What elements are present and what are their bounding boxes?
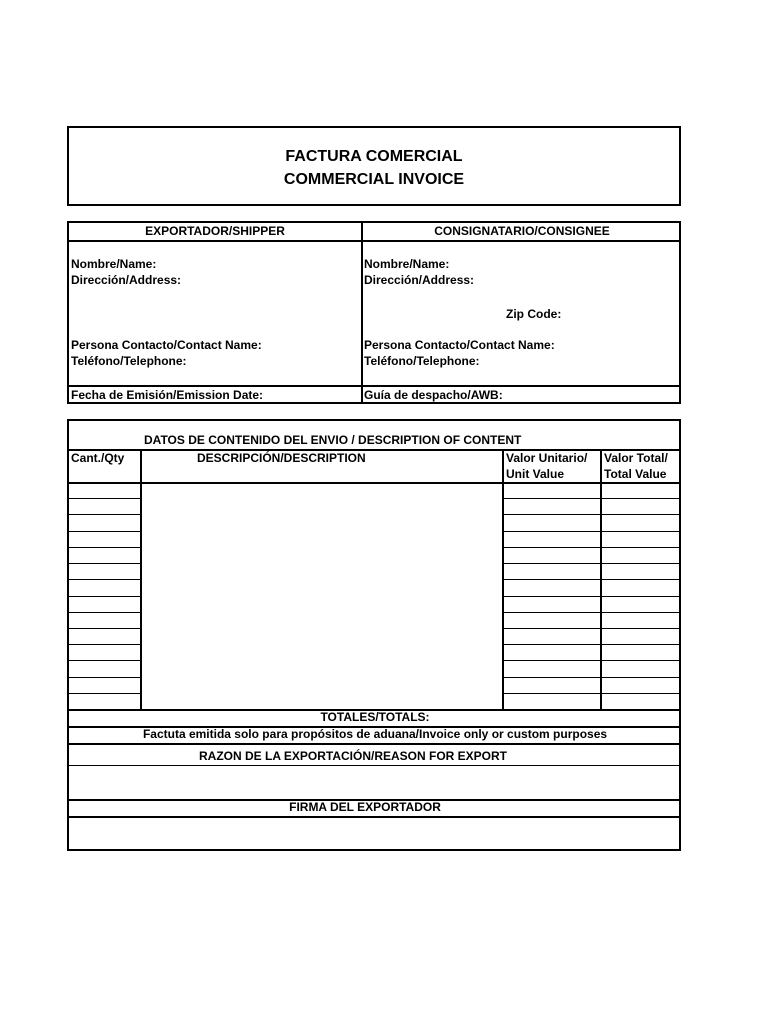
qty-cell-line [69,514,140,515]
total-value-cell-line [600,531,681,532]
consignee-address-label: Dirección/Address: [364,273,475,287]
shipper-address-label: Dirección/Address: [71,273,182,287]
unit-value-header-line2: Unit Value [506,467,565,481]
customs-note-line [69,743,681,745]
qty-column-header: Cant./Qty [71,451,125,465]
qty-column-divider [140,449,142,709]
qty-cell-line [69,498,140,499]
shipper-name-label: Nombre/Name: [71,257,157,271]
shipper-phone-label: Teléfono/Telephone: [71,354,187,368]
qty-cell-line [69,531,140,532]
parties-footer-line [69,385,681,387]
qty-cell-line [69,693,140,694]
unit-value-cell-line [502,498,600,499]
unit-value-header-line1: Valor Unitario/ [506,451,588,465]
qty-cell-line [69,628,140,629]
unit-value-cell-line [502,628,600,629]
total-value-cell-line [600,612,681,613]
unit-value-cell-line [502,514,600,515]
content-title-line [69,449,681,451]
parties-divider [361,223,363,404]
awb-label: Guía de despacho/AWB: [364,388,503,402]
title-box [67,126,681,206]
unit-value-cell-line [502,644,600,645]
total-value-header-line2: Total Value [604,467,667,481]
qty-cell-line [69,579,140,580]
reason-for-export-label: RAZON DE LA EXPORTACIÓN/REASON FOR EXPORT [199,749,508,763]
consignee-contact-label: Persona Contacto/Contact Name: [364,338,555,352]
unit-value-cell-line [502,612,600,613]
total-value-cell-line [600,596,681,597]
total-value-cell-line [600,547,681,548]
signature-heading-line [69,816,681,818]
unit-value-cell-line [502,563,600,564]
emission-date-label: Fecha de Emisión/Emission Date: [71,388,264,402]
customs-note: Factuta emitida solo para propósitos de aduana/Invoice only or custom purposes [142,727,608,741]
unit-value-cell-line [502,531,600,532]
qty-cell-line [69,677,140,678]
total-value-cell-line [600,660,681,661]
column-header-line [69,482,681,484]
totals-label: TOTALES/TOTALS: [320,710,430,724]
qty-cell-line [69,612,140,613]
shipper-contact-label: Persona Contacto/Contact Name: [71,338,262,352]
qty-cell-line [69,547,140,548]
total-value-cell-line [600,628,681,629]
title-english: COMMERCIAL INVOICE [283,171,465,188]
unit-value-cell-line [502,660,600,661]
total-value-cell-line [600,644,681,645]
qty-cell-line [69,563,140,564]
unit-value-cell-line [502,596,600,597]
unit-value-cell-line [502,579,600,580]
reason-heading-line [69,765,681,766]
exporter-signature-label: FIRMA DEL EXPORTADOR [289,800,441,814]
unit-value-cell-line [502,547,600,548]
unit-value-cell-line [502,693,600,694]
parties-box [67,221,681,404]
total-value-cell-line [600,677,681,678]
consignee-heading: CONSIGNATARIO/CONSIGNEE [434,224,610,238]
total-value-cell-line [600,579,681,580]
description-column-header: DESCRIPCIÓN/DESCRIPTION [197,451,366,465]
qty-cell-line [69,660,140,661]
unit-value-cell-line [502,677,600,678]
consignee-name-label: Nombre/Name: [364,257,450,271]
total-value-cell-line [600,514,681,515]
content-section-title: DATOS DE CONTENIDO DEL ENVIO / DESCRIPTION OF CONTENT [144,433,522,447]
total-value-cell-line [600,693,681,694]
content-box [67,419,681,851]
total-value-header-line1: Valor Total/ [604,451,668,465]
parties-heading-line [69,240,681,242]
consignee-phone-label: Teléfono/Telephone: [364,354,480,368]
total-value-cell-line [600,563,681,564]
qty-cell-line [69,596,140,597]
zip-code-label: Zip Code: [506,307,562,321]
shipper-heading: EXPORTADOR/SHIPPER [145,224,285,238]
title-spanish: FACTURA COMERCIAL [285,148,463,165]
total-value-cell-line [600,498,681,499]
qty-cell-line [69,644,140,645]
